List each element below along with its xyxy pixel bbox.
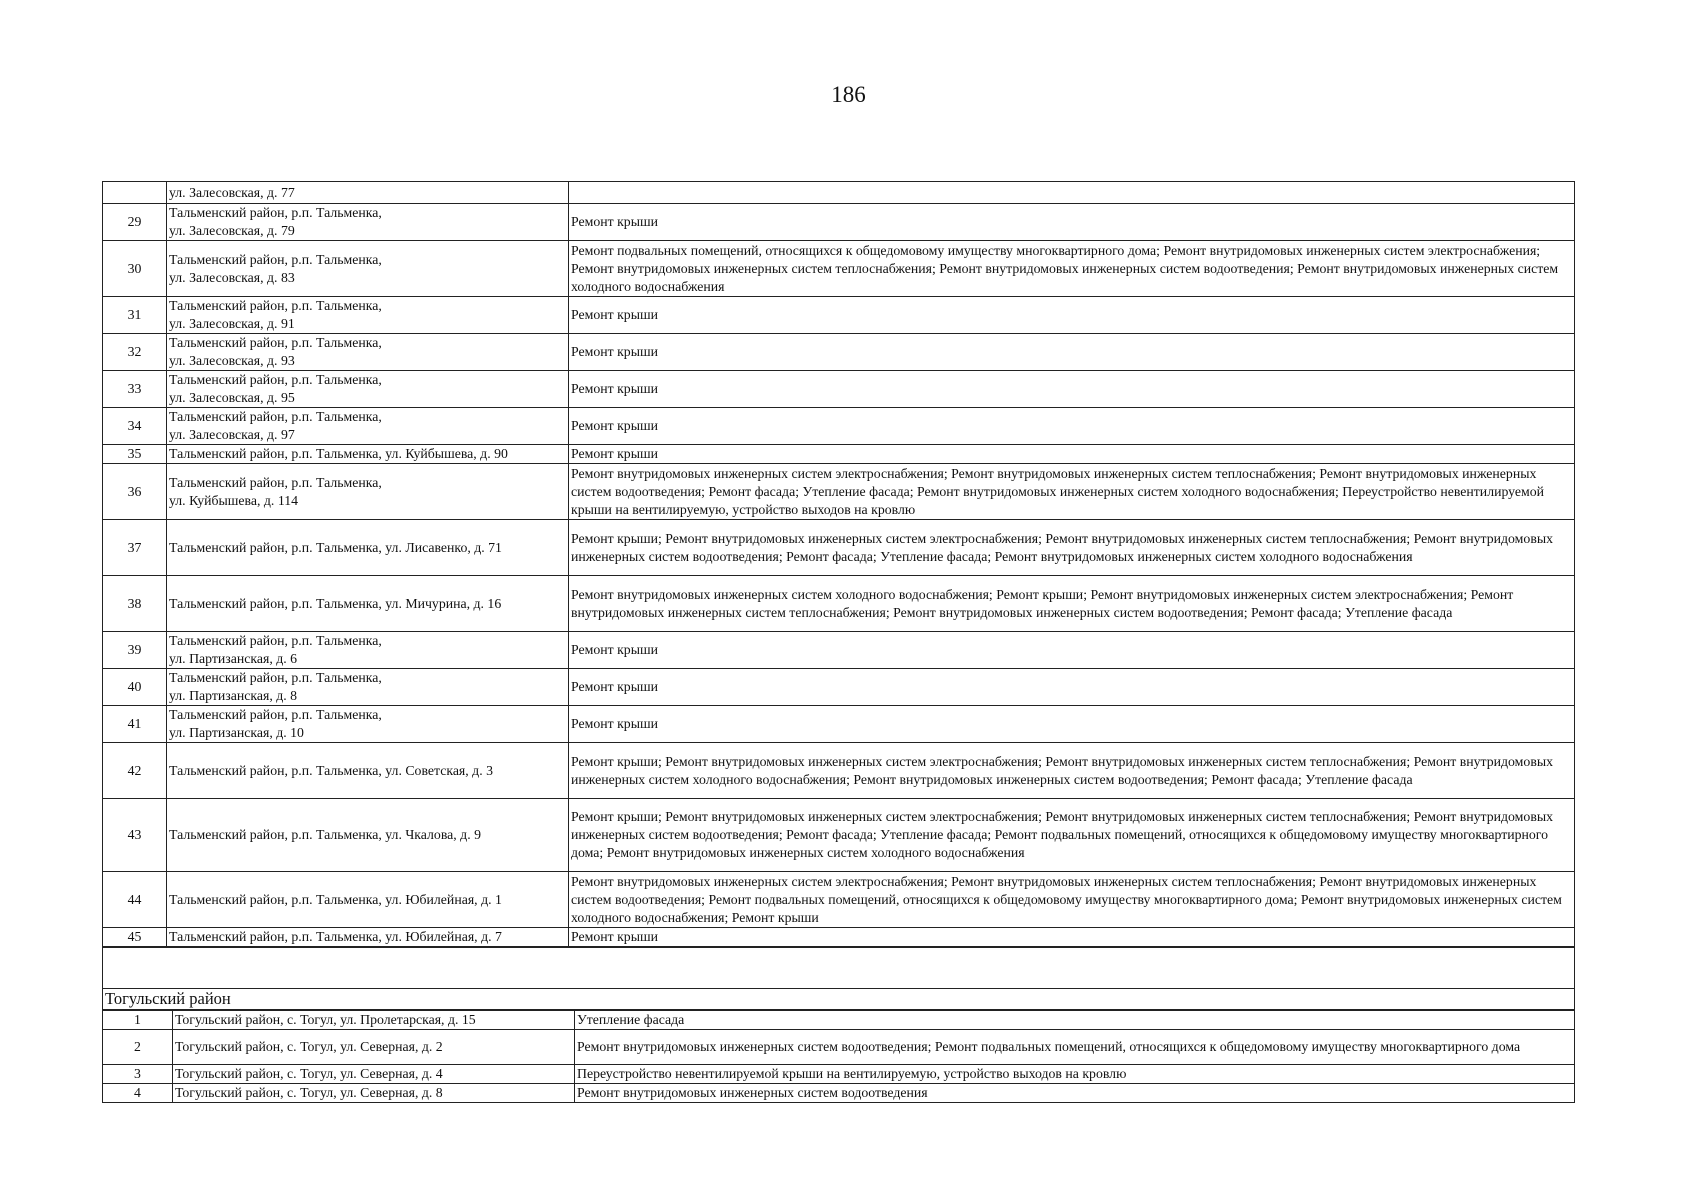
address-cell: Тальменский район, р.п. Тальменка, ул. Залесовская, д. 95	[167, 371, 569, 408]
table-row	[103, 576, 1575, 632]
table-row	[103, 204, 1575, 241]
works-cell: Ремонт крыши	[569, 669, 1575, 706]
address-cell: Тальменский район, р.п. Тальменка, ул. Чкалова, д. 9	[167, 799, 569, 872]
page-number: 186	[831, 82, 866, 107]
table-row	[103, 182, 1575, 204]
table-row	[103, 632, 1575, 669]
blank-row	[103, 948, 1575, 989]
works-cell: Ремонт крыши	[569, 334, 1575, 371]
address-cell: ул. Залесовская, д. 77	[167, 182, 569, 204]
row-number: 36	[103, 464, 167, 520]
address-cell: Тальменский район, р.п. Тальменка, ул. Партизанская, д. 8	[167, 669, 569, 706]
works-cell	[569, 182, 1575, 204]
address-cell: Тальменский район, р.п. Тальменка, ул. Партизанская, д. 10	[167, 706, 569, 743]
table-row	[103, 520, 1575, 576]
address-cell: Тальменский район, р.п. Тальменка, ул. Куйбышева, д. 114	[167, 464, 569, 520]
table-row	[103, 1030, 1575, 1065]
section-gap	[102, 947, 1575, 1010]
row-number: 38	[103, 576, 167, 632]
row-number: 45	[103, 928, 167, 947]
togul-table	[102, 1010, 1575, 1103]
table-row	[103, 872, 1575, 928]
row-number: 44	[103, 872, 167, 928]
address-cell: Тальменский район, р.п. Тальменка, ул. Залесовская, д. 91	[167, 297, 569, 334]
table-row	[103, 445, 1575, 464]
table-row	[103, 334, 1575, 371]
table-row	[103, 297, 1575, 334]
row-number: 4	[103, 1084, 173, 1103]
row-number: 30	[103, 241, 167, 297]
row-number: 40	[103, 669, 167, 706]
row-number: 37	[103, 520, 167, 576]
table-row	[103, 669, 1575, 706]
works-cell: Ремонт крыши; Ремонт внутридомовых инженерных систем электроснабжения; Ремонт внутридомовых инженерных систем теплоснабжения; Ремонт внутридомовых инженерных систем холодного водоснабжения; Ремонт внутридомовых инженерных систем водоотведения; Ремонт фасада; Утепление фасада	[569, 743, 1575, 799]
row-number: 43	[103, 799, 167, 872]
works-cell: Ремонт крыши	[569, 445, 1575, 464]
address-cell: Тогульский район, с. Тогул, ул. Северная, д. 2	[173, 1030, 575, 1065]
works-cell: Ремонт внутридомовых инженерных систем водоотведения; Ремонт подвальных помещений, относящихся к общедомовому имуществу многоквартирного дома	[575, 1030, 1575, 1065]
district-heading: Тогульский район	[103, 989, 1575, 1010]
row-number: 1	[103, 1011, 173, 1030]
table-row	[103, 1084, 1575, 1103]
talmenka-table	[102, 181, 1575, 947]
works-cell: Ремонт крыши	[569, 408, 1575, 445]
works-register	[102, 181, 1574, 1103]
works-cell: Ремонт подвальных помещений, относящихся к общедомовому имуществу многоквартирного дома; Ремонт внутридомовых инженерных систем электроснабжения; Ремонт внутридомовых инженерных систем теплоснабжения; Ремонт внутридомовых инженерных систем водоотведения; Ремонт внутридомовых инженерных систем холодного водоснабжения	[569, 241, 1575, 297]
address-cell: Тальменский район, р.п. Тальменка, ул. Партизанская, д. 6	[167, 632, 569, 669]
row-number: 34	[103, 408, 167, 445]
table-row	[103, 743, 1575, 799]
row-number: 33	[103, 371, 167, 408]
row-number: 2	[103, 1030, 173, 1065]
works-cell: Ремонт крыши	[569, 706, 1575, 743]
address-cell: Тальменский район, р.п. Тальменка, ул. Залесовская, д. 79	[167, 204, 569, 241]
address-cell: Тальменский район, р.п. Тальменка, ул. Залесовская, д. 83	[167, 241, 569, 297]
address-cell: Тогульский район, с. Тогул, ул. Пролетарская, д. 15	[173, 1011, 575, 1030]
row-number: 3	[103, 1065, 173, 1084]
table-row	[103, 928, 1575, 947]
row-number: 32	[103, 334, 167, 371]
works-cell: Ремонт крыши	[569, 928, 1575, 947]
works-cell: Ремонт внутридомовых инженерных систем электроснабжения; Ремонт внутридомовых инженерных систем теплоснабжения; Ремонт внутридомовых инженерных систем водоотведения; Ремонт фасада; Утепление фасада; Ремонт внутридомовых инженерных систем холодного водоснабжения; Переустройство невентилируемой крыши на вентилируемую, устройство выходов на кровлю	[569, 464, 1575, 520]
row-number: 39	[103, 632, 167, 669]
works-cell: Ремонт внутридомовых инженерных систем водоотведения	[575, 1084, 1575, 1103]
address-cell: Тогульский район, с. Тогул, ул. Северная, д. 8	[173, 1084, 575, 1103]
table-row	[103, 241, 1575, 297]
district-heading-row	[103, 989, 1575, 1010]
table-row	[103, 464, 1575, 520]
row-number	[103, 182, 167, 204]
table-row	[103, 408, 1575, 445]
works-cell: Ремонт внутридомовых инженерных систем электроснабжения; Ремонт внутридомовых инженерных систем теплоснабжения; Ремонт внутридомовых инженерных систем водоотведения; Ремонт подвальных помещений, относящихся к общедомовому имуществу многоквартирного дома; Ремонт внутридомовых инженерных систем холодного водоснабжения; Ремонт крыши	[569, 872, 1575, 928]
address-cell: Тогульский район, с. Тогул, ул. Северная, д. 4	[173, 1065, 575, 1084]
works-cell: Ремонт крыши	[569, 204, 1575, 241]
address-cell: Тальменский район, р.п. Тальменка, ул. Советская, д. 3	[167, 743, 569, 799]
table-row	[103, 1011, 1575, 1030]
works-cell: Ремонт крыши	[569, 632, 1575, 669]
works-cell: Переустройство невентилируемой крыши на вентилируемую, устройство выходов на кровлю	[575, 1065, 1575, 1084]
address-cell: Тальменский район, р.п. Тальменка, ул. Юбилейная, д. 1	[167, 872, 569, 928]
works-cell: Утепление фасада	[575, 1011, 1575, 1030]
works-cell: Ремонт крыши	[569, 371, 1575, 408]
address-cell: Тальменский район, р.п. Тальменка, ул. Мичурина, д. 16	[167, 576, 569, 632]
works-cell: Ремонт крыши	[569, 297, 1575, 334]
table-row	[103, 706, 1575, 743]
address-cell: Тальменский район, р.п. Тальменка, ул. Юбилейная, д. 7	[167, 928, 569, 947]
row-number: 35	[103, 445, 167, 464]
works-cell: Ремонт внутридомовых инженерных систем холодного водоснабжения; Ремонт крыши; Ремонт внутридомовых инженерных систем электроснабжения; Ремонт внутридомовых инженерных систем теплоснабжения; Ремонт внутридомовых инженерных систем водоотведения; Ремонт фасада; Утепление фасада	[569, 576, 1575, 632]
works-cell: Ремонт крыши; Ремонт внутридомовых инженерных систем электроснабжения; Ремонт внутридомовых инженерных систем теплоснабжения; Ремонт внутридомовых инженерных систем водоотведения; Ремонт фасада; Утепление фасада; Ремонт внутридомовых инженерных систем холодного водоснабжения	[569, 520, 1575, 576]
table-row	[103, 1065, 1575, 1084]
address-cell: Тальменский район, р.п. Тальменка, ул. Куйбышева, д. 90	[167, 445, 569, 464]
table-row	[103, 799, 1575, 872]
address-cell: Тальменский район, р.п. Тальменка, ул. Лисавенко, д. 71	[167, 520, 569, 576]
row-number: 31	[103, 297, 167, 334]
row-number: 29	[103, 204, 167, 241]
row-number: 41	[103, 706, 167, 743]
works-cell: Ремонт крыши; Ремонт внутридомовых инженерных систем электроснабжения; Ремонт внутридомовых инженерных систем теплоснабжения; Ремонт внутридомовых инженерных систем водоотведения; Ремонт фасада; Утепление фасада; Ремонт подвальных помещений, относящихся к общедомовому имуществу многоквартирного дома; Ремонт внутридомовых инженерных систем холодного водоснабжения	[569, 799, 1575, 872]
address-cell: Тальменский район, р.п. Тальменка, ул. Залесовская, д. 97	[167, 408, 569, 445]
address-cell: Тальменский район, р.п. Тальменка, ул. Залесовская, д. 93	[167, 334, 569, 371]
row-number: 42	[103, 743, 167, 799]
table-row	[103, 371, 1575, 408]
